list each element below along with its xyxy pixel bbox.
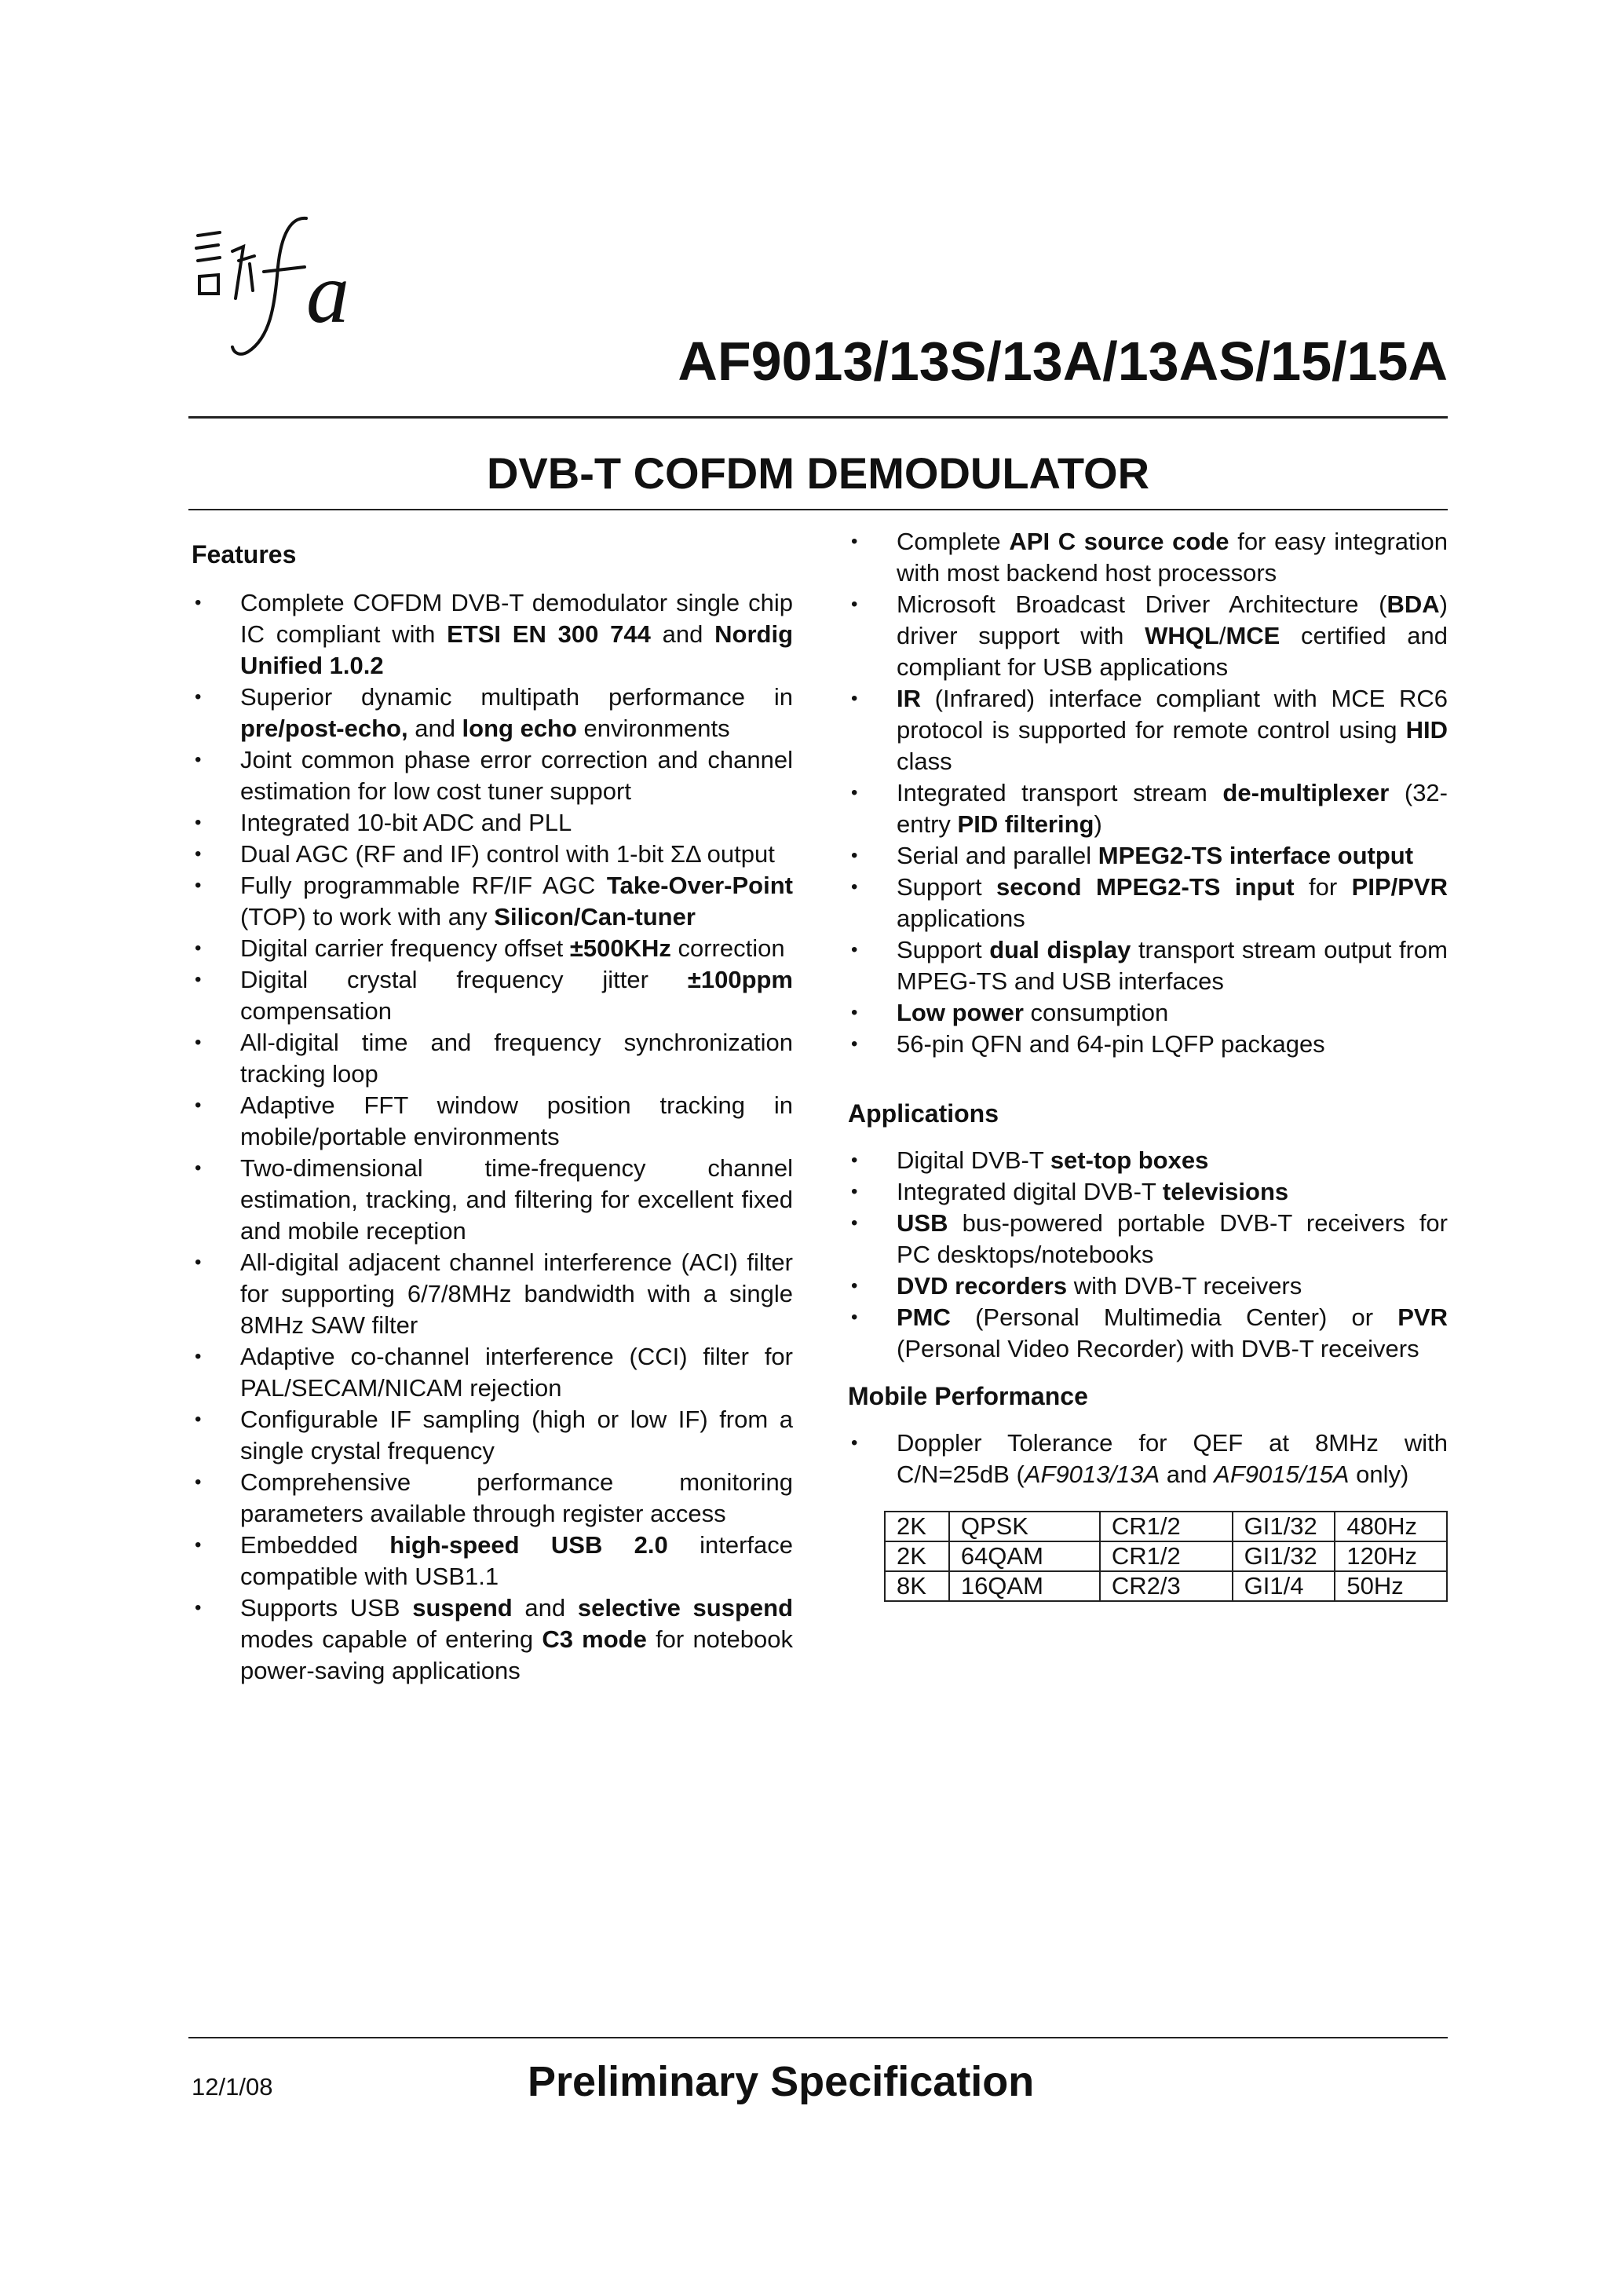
svg-text:a: a: [306, 245, 349, 341]
list-item-text: • Integrated digital DVB-T televisions: [897, 1178, 1289, 1205]
table-cell: CR2/3: [1100, 1571, 1233, 1601]
list-item-text: • All-digital time and frequency synchronization tracking loop: [240, 1029, 793, 1088]
list-item-text: • Serial and parallel MPEG2-TS interface output: [897, 842, 1414, 869]
table-cell: GI1/32: [1233, 1541, 1335, 1571]
list-item-text: • Dual AGC (RF and IF) control with 1-bit ΣΔ output: [240, 840, 775, 868]
list-item: [192, 1467, 793, 1530]
list-item-text: • Adaptive FFT window position tracking in mobile/portable environments: [240, 1091, 793, 1150]
table-cell: 64QAM: [949, 1541, 1100, 1571]
list-item: [848, 1270, 1448, 1302]
table-cell: 16QAM: [949, 1571, 1100, 1601]
table-cell: 2K: [885, 1541, 949, 1571]
title-rule: [188, 509, 1448, 510]
list-item: [848, 1302, 1448, 1365]
list-item-text: • Superior dynamic multipath performance in pre/post-echo, and long echo environments: [240, 683, 793, 742]
list-item: [192, 1247, 793, 1341]
list-item: [848, 1176, 1448, 1208]
table-row: [885, 1512, 1447, 1541]
list-item-text: • Two-dimensional time-frequency channel estimation, tracking, and filtering for excellent fixed and mobile reception: [240, 1154, 793, 1245]
list-item-text: • Complete API C source code for easy integration with most backend host processors: [897, 528, 1448, 587]
features-continued-list: [848, 526, 1448, 1060]
footer-title: Preliminary Specification: [528, 2058, 1035, 2105]
list-item: [848, 1428, 1448, 1490]
table-row: [885, 1541, 1447, 1571]
mobile-performance-list: [848, 1428, 1448, 1490]
header-rule: [188, 416, 1448, 419]
list-item-text: • 56-pin QFN and 64-pin LQFP packages: [897, 1030, 1325, 1058]
list-item: [848, 872, 1448, 934]
list-item: [192, 1153, 793, 1247]
applications-heading: Applications: [848, 1099, 999, 1128]
table-cell: 8K: [885, 1571, 949, 1601]
list-item-text: • Doppler Tolerance for QEF at 8MHz with C/N=25dB (AF9013/13A and AF9015/15A only): [897, 1429, 1448, 1488]
list-item-text: • Microsoft Broadcast Driver Architecture (BDA) driver support with WHQL/MCE certified and compliant for USB applications: [897, 590, 1448, 681]
document-title: DVB-T COFDM DEMODULATOR: [486, 448, 1150, 498]
list-item-text: • Complete COFDM DVB-T demodulator single chip IC compliant with ETSI EN 300 744 and Nordig Unified 1.0.2: [240, 589, 794, 679]
list-item-text: • Adaptive co-channel interference (CCI) filter for PAL/SECAM/NICAM rejection: [240, 1343, 793, 1402]
list-item-text: • Low power consumption: [897, 999, 1169, 1026]
list-item: [192, 1530, 793, 1592]
table-cell: CR1/2: [1100, 1541, 1233, 1571]
list-item: [848, 526, 1448, 589]
table-row: [885, 1571, 1447, 1601]
list-item: [192, 807, 793, 839]
list-item-text: • Digital crystal frequency jitter ±100ppm compensation: [240, 966, 793, 1025]
list-item: [192, 839, 793, 870]
doppler-table: [884, 1511, 1448, 1602]
list-item: [192, 1341, 793, 1404]
list-item-text: • Embedded high-speed USB 2.0 interface compatible with USB1.1: [240, 1531, 793, 1590]
list-item-text: • IR (Infrared) interface compliant with MCE RC6 protocol is supported for remote control using HID class: [897, 685, 1448, 775]
right-column: [848, 526, 1448, 1602]
features-list: [192, 587, 793, 1687]
list-item: [848, 997, 1448, 1029]
part-number: AF9013/13S/13A/13AS/15/15A: [678, 331, 1448, 392]
list-item-text: • Integrated 10-bit ADC and PLL: [240, 809, 572, 836]
mobile-performance-heading: Mobile Performance: [848, 1382, 1088, 1410]
table-cell: 50Hz: [1335, 1571, 1447, 1601]
list-item: [848, 934, 1448, 997]
table-cell: QPSK: [949, 1512, 1100, 1541]
list-item: [848, 1145, 1448, 1176]
features-heading: Features: [192, 540, 297, 569]
left-column: [192, 526, 793, 1687]
list-item-text: • Support dual display transport stream output from MPEG-TS and USB interfaces: [897, 936, 1448, 995]
table-cell: GI1/32: [1233, 1512, 1335, 1541]
list-item: [192, 744, 793, 807]
list-item-text: • Integrated transport stream de-multiplexer (32-entry PID filtering): [897, 779, 1448, 838]
list-item-text: • Support second MPEG2-TS input for PIP/PVR applications: [897, 873, 1448, 932]
list-item-text: • Joint common phase error correction and channel estimation for low cost tuner support: [240, 746, 793, 805]
applications-list: [848, 1145, 1448, 1365]
list-item: [848, 777, 1448, 840]
list-item-text: • Configurable IF sampling (high or low IF) from a single crystal frequency: [240, 1406, 793, 1464]
list-item: [192, 1404, 793, 1467]
list-item: [848, 1208, 1448, 1270]
list-item-text: • DVD recorders with DVB-T receivers: [897, 1272, 1302, 1300]
list-item: [192, 1027, 793, 1090]
list-item: [192, 1090, 793, 1153]
table-cell: GI1/4: [1233, 1571, 1335, 1601]
list-item-text: • Digital DVB-T set-top boxes: [897, 1146, 1209, 1174]
list-item-text: • Fully programmable RF/IF AGC Take-Over-Point (TOP) to work with any Silicon/Can-tuner: [240, 872, 793, 930]
list-item-text: • PMC (Personal Multimedia Center) or PVR (Personal Video Recorder) with DVB-T receivers: [897, 1303, 1448, 1362]
table-cell: 120Hz: [1335, 1541, 1447, 1571]
table-cell: CR1/2: [1100, 1512, 1233, 1541]
list-item: [848, 589, 1448, 683]
footer-rule: [188, 2037, 1448, 2038]
list-item-text: • Comprehensive performance monitoring parameters available through register access: [240, 1468, 793, 1527]
table-cell: 480Hz: [1335, 1512, 1447, 1541]
list-item-text: • Digital carrier frequency offset ±500KHz correction: [240, 934, 785, 962]
list-item-text: • All-digital adjacent channel interference (ACI) filter for supporting 6/7/8MHz bandwidth with a single 8MHz SAW filter: [240, 1249, 793, 1339]
list-item: [848, 1029, 1448, 1060]
list-item: [848, 683, 1448, 777]
afa-logo-icon: [188, 212, 393, 361]
list-item: [192, 933, 793, 964]
list-item-text: • Supports USB suspend and selective suspend modes capable of entering C3 mode for notebook power-saving applications: [240, 1594, 794, 1684]
list-item: [192, 682, 793, 744]
list-item: [192, 964, 793, 1027]
list-item-text: • USB bus-powered portable DVB-T receivers for PC desktops/notebooks: [897, 1209, 1448, 1268]
footer-date: 12/1/08: [192, 2073, 273, 2100]
table-cell: 2K: [885, 1512, 949, 1541]
list-item: [192, 1592, 793, 1687]
list-item: [192, 587, 793, 682]
list-item: [848, 840, 1448, 872]
list-item: [192, 870, 793, 933]
